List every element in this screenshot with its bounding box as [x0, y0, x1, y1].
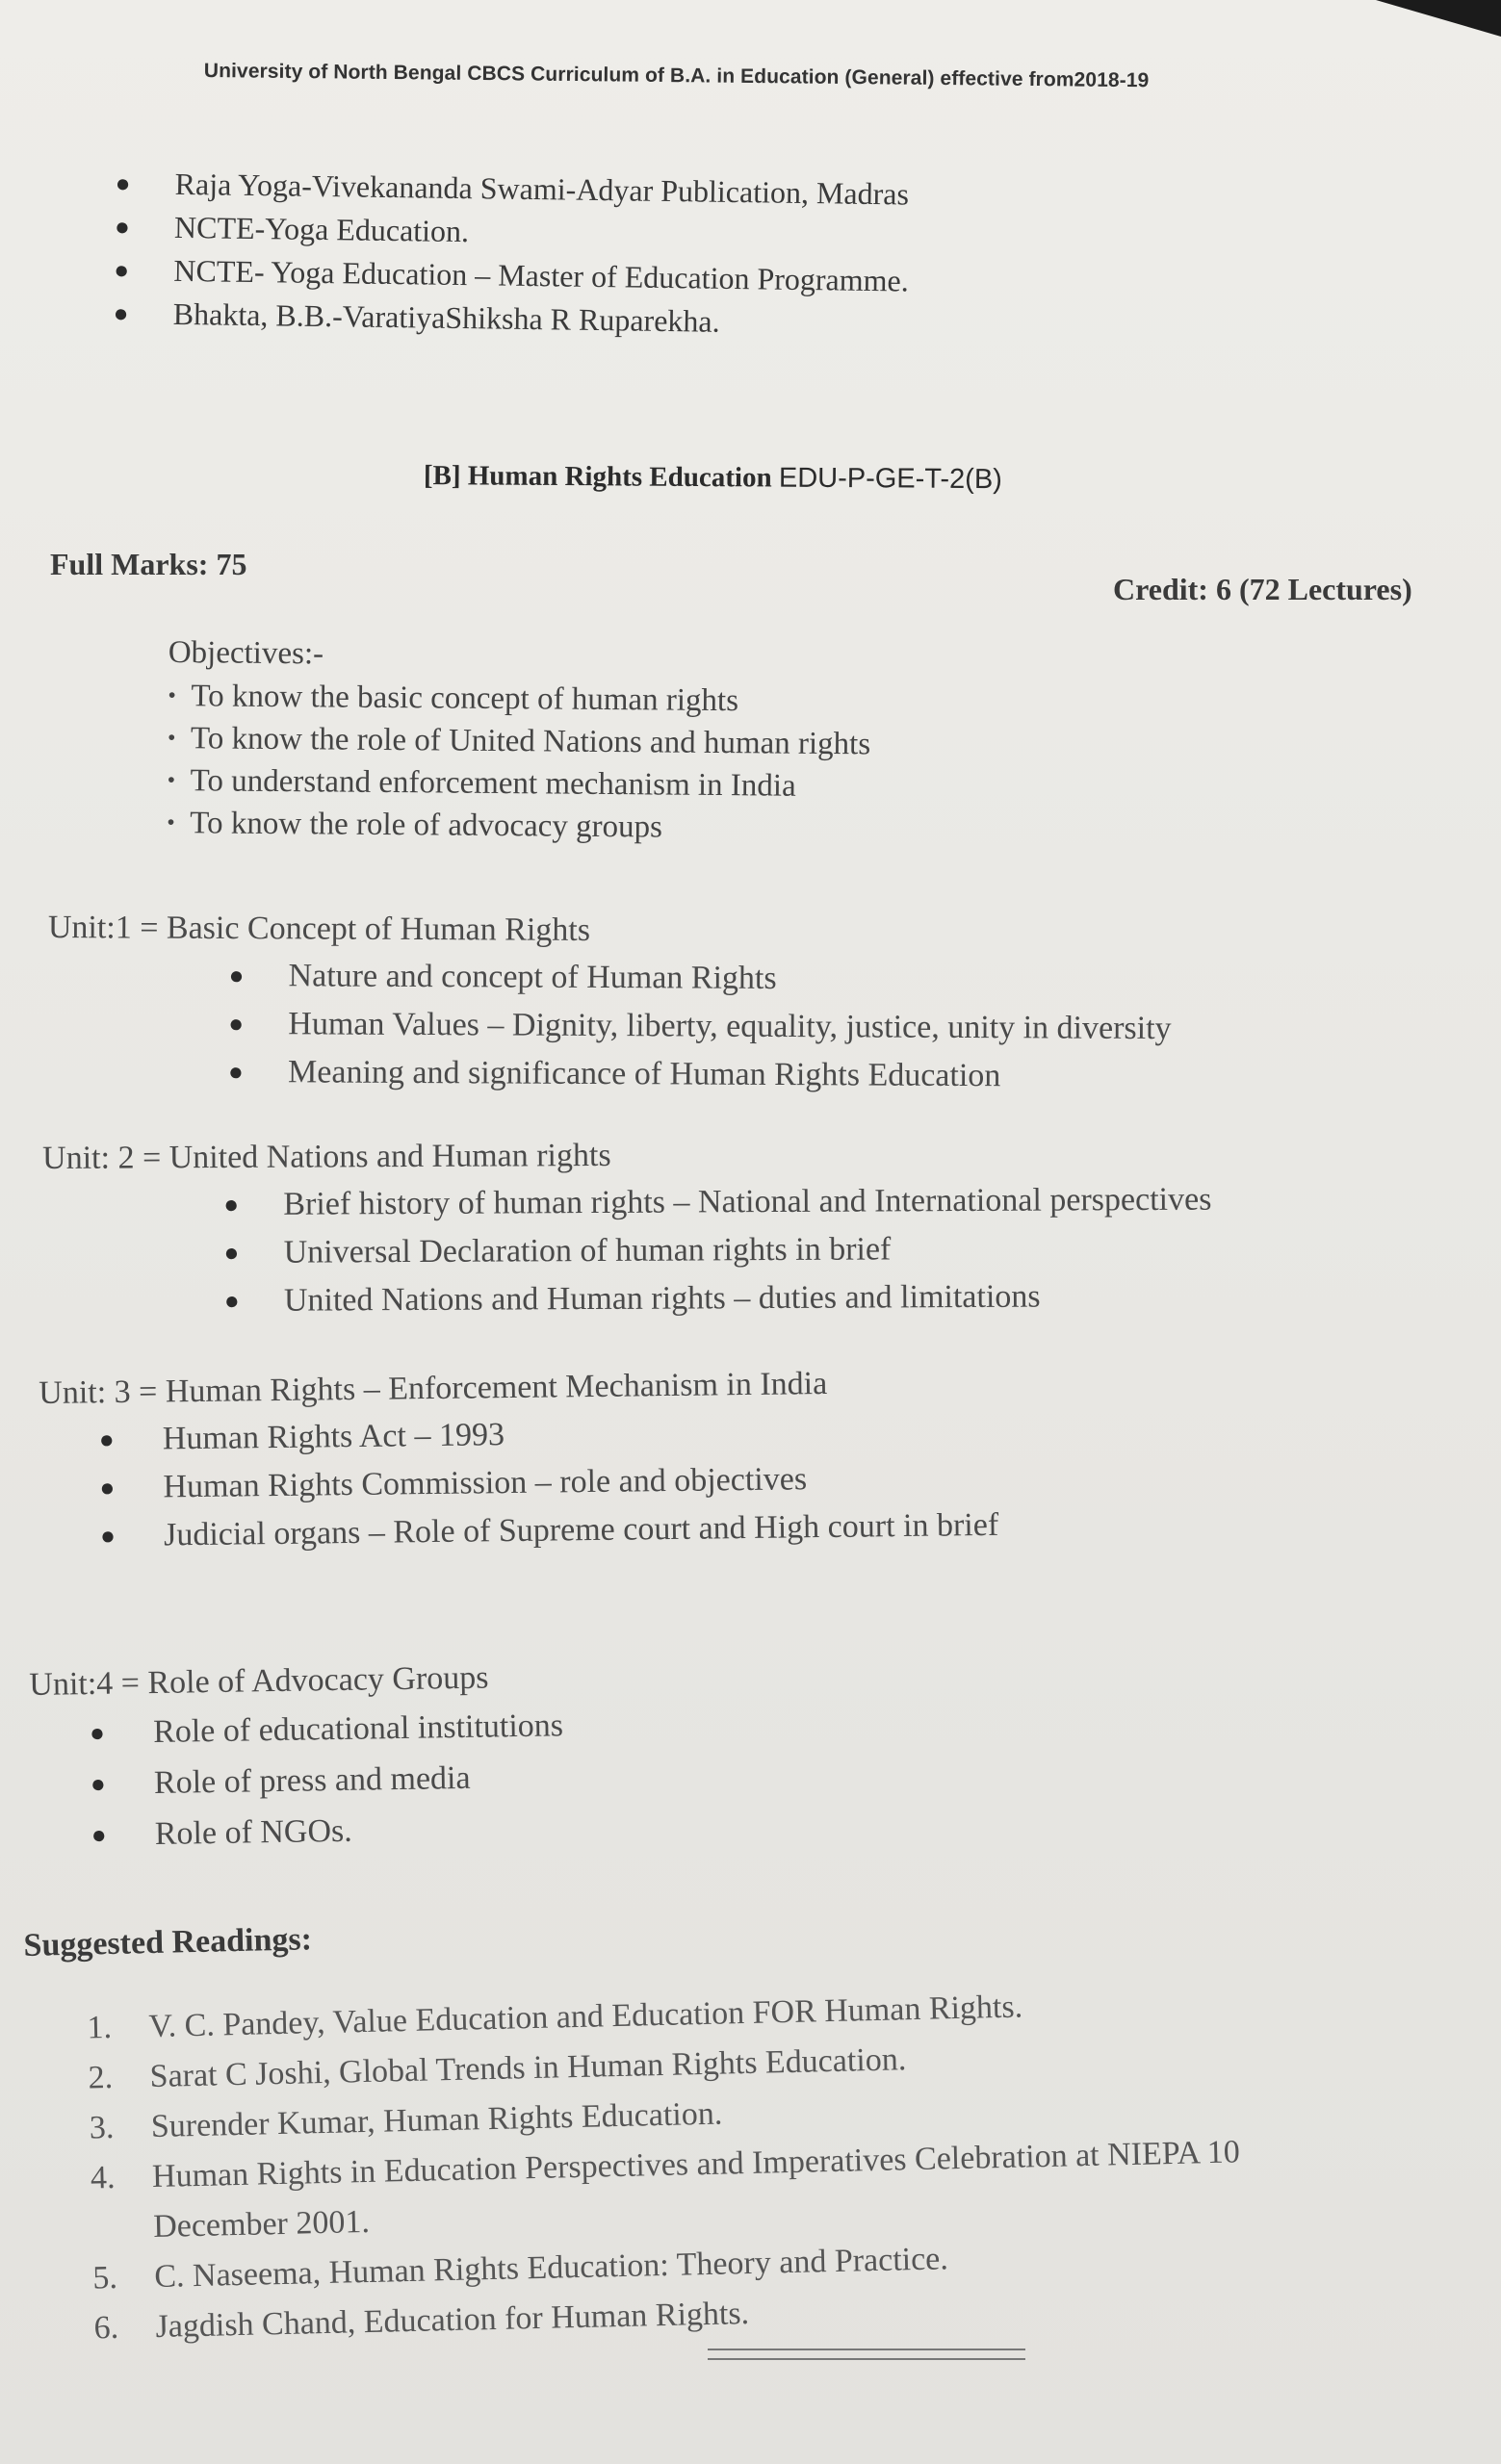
reading-item: 6. Jagdish Chand, Education for Human Rights. — [93, 2296, 750, 2347]
unit-3 — [39, 1361, 999, 1561]
end-underline — [708, 2348, 1025, 2360]
bullet-icon: ● — [115, 168, 131, 198]
unit-item: ● Meaning and significance of Human Rights Education — [47, 1047, 589, 1098]
unit-title: Unit: 3 = Human Rights – Enforcement Mechanism in India — [39, 1365, 828, 1411]
unit-item: ● Role of press and media — [31, 1752, 491, 1810]
bullet-icon: ● — [223, 1286, 240, 1316]
bullet-icon: ● — [98, 1425, 115, 1454]
section-title — [424, 460, 1002, 496]
bullet-icon: ● — [223, 1238, 240, 1268]
bullet-icon: ● — [228, 1057, 244, 1087]
unit-item: ● Brief history of human rights – National and International perspectives — [42, 1179, 611, 1230]
unit-item: ● Universal Declaration of human rights in brief — [43, 1227, 612, 1278]
reading-item: 2. Sarat C Joshi, Global Trends in Human Rights Education. — [88, 2041, 907, 2096]
unit-title: Unit:4 = Role of Advocacy Groups — [29, 1659, 489, 1703]
objective-item: • To understand enforcement mechanism in India — [167, 759, 323, 803]
unit-2 — [42, 1133, 1212, 1326]
reading-item: 3. Surender Kumar, Human Rights Education. — [89, 2095, 723, 2146]
unit-title: Unit: 2 = United Nations and Human rights — [42, 1137, 611, 1176]
bullet-icon: ● — [223, 1190, 240, 1219]
bullet-icon: ● — [228, 1009, 245, 1039]
unit-item: ● United Nations and Human rights – duties and limitations — [43, 1275, 612, 1326]
bullet-icon: ● — [99, 1522, 116, 1551]
objective-item: • To know the role of advocacy groups — [167, 802, 323, 845]
course-code: EDU-P-GE-T-2(B) — [778, 462, 1003, 496]
bullet-icon: ● — [113, 298, 129, 328]
bullet-icon: • — [168, 682, 176, 709]
bullet-icon: ● — [99, 1474, 116, 1502]
bullet-icon: ● — [228, 961, 245, 990]
list-item: ● Raja Yoga-Vivekananda Swami-Adyar Publication, Madras — [115, 162, 116, 205]
unit-item: ● Human Values – Dignity, liberty, equality, justice, unity in diversity — [47, 999, 589, 1050]
suggested-readings — [23, 1915, 1241, 2355]
bullet-icon: ● — [114, 255, 130, 285]
unit-title: Unit:1 = Basic Concept of Human Rights — [47, 909, 591, 948]
objective-item: • To know the basic concept of human rights — [168, 675, 323, 718]
unit-item: ● Human Rights Act – 1993 — [39, 1407, 829, 1465]
bullet-icon: • — [167, 767, 176, 794]
page-header: University of North Bengal CBCS Curriculum of B.A. in Education (General) effective from2018-19 — [203, 60, 1150, 92]
bullet-icon: ● — [114, 212, 130, 242]
bullet-icon: ● — [89, 1718, 106, 1748]
unit-item: ● Role of educational institutions — [30, 1701, 490, 1758]
bullet-icon: ● — [90, 1769, 106, 1799]
objectives-heading: Objectives:- — [168, 634, 324, 672]
list-item: ● NCTE- Yoga Education – Master of Education Programme. — [114, 248, 115, 292]
credit-info: Credit: 6 (72 Lectures) — [1113, 572, 1412, 606]
section-name: Human Rights Education — [467, 460, 772, 494]
bullet-icon: ● — [91, 1820, 107, 1850]
list-item: ● NCTE-Yoga Education. — [115, 205, 116, 248]
reading-item: 4. Human Rights in Education Perspectives and Imperatives Celebration at NIEPA 10 December 2001. — [90, 2134, 1241, 2246]
unit-item: ● Human Rights Commission – role and objectives — [39, 1455, 829, 1513]
reading-item: 5. C. Naseema, Human Rights Education: Theory and Practice. — [91, 2241, 949, 2297]
list-item: ● Bhakta, B.B.-VaratiyaShiksha R Ruparekha. — [113, 292, 114, 335]
unit-item: ● Role of NGOs. — [31, 1803, 491, 1861]
reference-list-continued — [113, 162, 910, 339]
bullet-icon: • — [167, 809, 175, 836]
unit-item: ● Nature and concept of Human Rights — [47, 951, 589, 1002]
full-marks: Full Marks: 75 — [50, 547, 247, 581]
unit-4 — [29, 1656, 564, 1861]
page-corner-shadow — [1376, 0, 1501, 37]
reading-item: 1. V. C. Pandey, Value Education and Education FOR Human Rights. — [87, 1989, 1023, 2046]
unit-item: ● Judicial organs – Role of Supreme court and High court in brief — [40, 1503, 830, 1561]
section-label: [B] — [423, 460, 461, 492]
objective-item: • To know the role of United Nations and human rights — [168, 717, 323, 760]
bullet-icon: • — [167, 725, 176, 752]
unit-1 — [47, 905, 1172, 1098]
readings-heading: Suggested Readings: — [23, 1921, 313, 1964]
objectives-block — [167, 630, 871, 845]
